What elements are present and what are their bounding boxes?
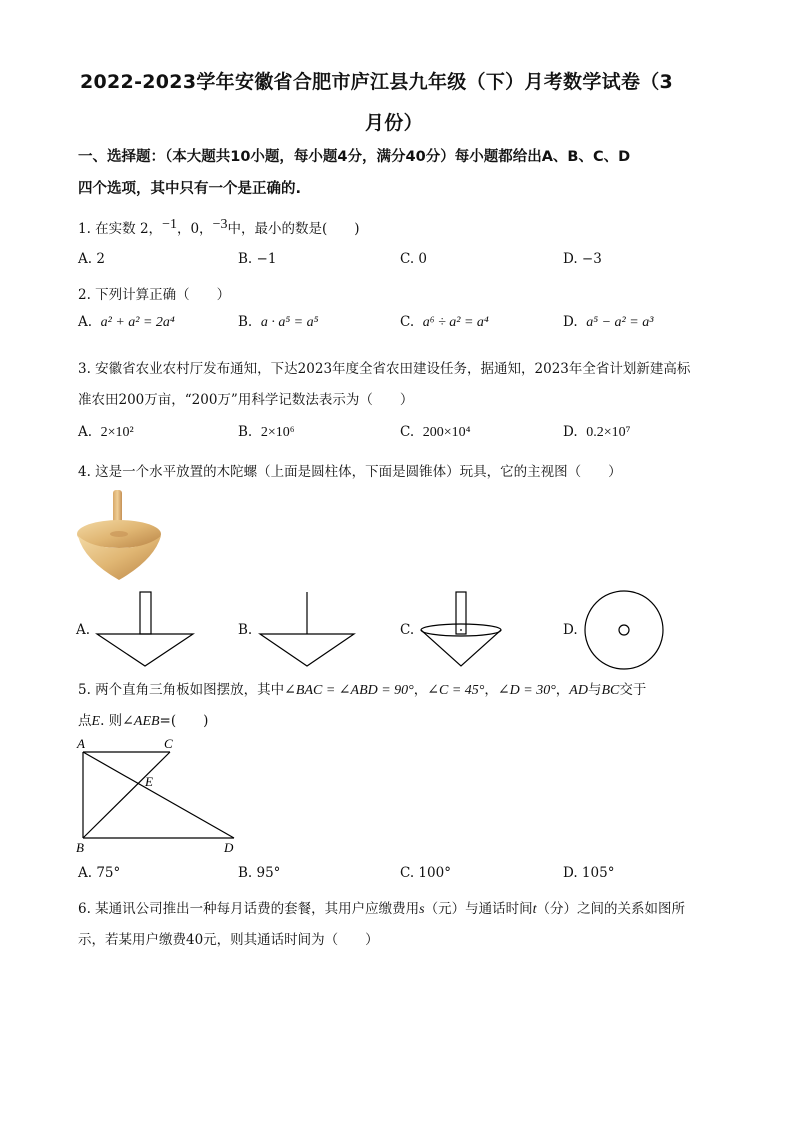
q3-option-b[interactable]: B. 2×10⁶ bbox=[238, 424, 295, 440]
question-6-line1: 6. 某通讯公司推出一种每月话费的套餐，其用户应缴费用s（元）与通话时间t（分）之间的关系如图所 bbox=[78, 901, 686, 917]
q4-option-b-figure[interactable] bbox=[258, 590, 358, 670]
q5-ask-angle: ∠AEB bbox=[122, 714, 160, 729]
q3-option-d[interactable]: D. 0.2×10⁷ bbox=[563, 424, 631, 440]
question-4-stem: 4. 这是一个水平放置的木陀螺（上面是圆柱体，下面是圆锥体）玩具，它的主视图（ ） bbox=[78, 464, 622, 480]
figure-label-b: B bbox=[76, 840, 84, 855]
question-5-line1: 5. 两个直角三角板如图摆放，其中∠BAC = ∠ABD = 90°，∠C = 45°，∠D = 30°，AD与BC交于 bbox=[78, 682, 647, 698]
q2-expr-c: a⁶ ÷ a² = a⁴ bbox=[422, 315, 489, 330]
q5-option-b[interactable]: B. 95° bbox=[238, 865, 281, 881]
q4-option-d-figure[interactable] bbox=[582, 588, 666, 672]
question-6-line2: 示，若某用户缴费40元，则其通话时间为（ ） bbox=[78, 932, 379, 948]
q3-option-a[interactable]: A. 2×10² bbox=[78, 424, 134, 440]
q5-option-d[interactable]: D. 105° bbox=[563, 865, 615, 881]
q2-expr-a: a² + a² = 2a⁴ bbox=[100, 315, 175, 330]
question-3-line2: 准农田200万亩，“200万”用科学记数法表示为（ ） bbox=[78, 392, 414, 408]
q1-number-neg3: −3 bbox=[212, 217, 228, 232]
q1-option-a[interactable]: A. 2 bbox=[78, 251, 105, 267]
q2-option-b[interactable]: B. a · a⁵ = a⁵ bbox=[238, 314, 319, 330]
q5-condition-c: ∠C = 45° bbox=[427, 683, 485, 698]
section-heading-line1: 一、选择题：（本大题共10小题，每小题4分，满分40分）每小题都给出A、B、C、D bbox=[78, 149, 631, 165]
q1-option-c[interactable]: C. 0 bbox=[400, 251, 428, 267]
q2-option-c[interactable]: C. a⁶ ÷ a² = a⁴ bbox=[400, 314, 489, 330]
q1-number-neg1: −1 bbox=[162, 217, 177, 232]
q4-option-c-figure[interactable] bbox=[420, 590, 520, 670]
q2-option-d[interactable]: D. a⁵ − a² = a³ bbox=[563, 314, 654, 330]
q3-expr-b: 2×10⁶ bbox=[260, 425, 295, 440]
q5-option-a[interactable]: A. 75° bbox=[78, 865, 121, 881]
figure-label-c: C bbox=[164, 736, 173, 751]
question-3-line1: 3. 安徽省农业农村厅发布通知，下达2023年度全省农田建设任务，据通知，2023年全省计划新建高标 bbox=[78, 361, 691, 377]
q1-option-d[interactable]: D. −3 bbox=[563, 251, 602, 267]
q1-option-b[interactable]: B. −1 bbox=[238, 251, 277, 267]
figure-label-d: D bbox=[224, 840, 234, 855]
figure-label-e: E bbox=[145, 774, 153, 789]
q3-option-c[interactable]: C. 200×10⁴ bbox=[400, 424, 471, 440]
page-title-line1: 2022-2023学年安徽省合肥市庐江县九年级（下）月考数学试卷（3 bbox=[80, 71, 674, 93]
q5-option-c[interactable]: C. 100° bbox=[400, 865, 451, 881]
q4-option-d-label[interactable]: D. bbox=[563, 622, 578, 638]
section-heading-line2: 四个选项，其中只有一个是正确的. bbox=[78, 181, 302, 197]
question-2-stem: 2. 下列计算正确（ ） bbox=[78, 287, 231, 303]
q5-condition-angles: ∠BAC = ∠ABD = 90° bbox=[284, 683, 414, 698]
q2-option-a[interactable]: A. a² + a² = 2a⁴ bbox=[78, 314, 175, 330]
q2-expr-d: a⁵ − a² = a³ bbox=[586, 315, 654, 330]
q4-option-c-label[interactable]: C. bbox=[400, 622, 415, 638]
question-1-stem: 1. 在实数 2，−1，0，−3中，最小的数是( ) bbox=[78, 217, 360, 237]
q3-expr-d: 0.2×10⁷ bbox=[586, 425, 631, 440]
question-5-line2: 点E. 则∠AEB=( ) bbox=[78, 713, 209, 729]
q4-option-a-label[interactable]: A. bbox=[76, 622, 91, 638]
q5-triangle-figure bbox=[76, 736, 246, 856]
q3-expr-a: 2×10² bbox=[100, 425, 134, 440]
q2-expr-b: a · a⁵ = a⁵ bbox=[260, 315, 319, 330]
figure-label-a: A bbox=[77, 736, 85, 751]
wooden-top-image bbox=[76, 490, 166, 585]
q4-option-b-label[interactable]: B. bbox=[238, 622, 253, 638]
q5-condition-d: ∠D = 30° bbox=[497, 683, 556, 698]
q4-option-a-figure[interactable] bbox=[95, 590, 195, 670]
q3-expr-c: 200×10⁴ bbox=[422, 425, 471, 440]
page-title-line2: 月份） bbox=[365, 112, 423, 134]
